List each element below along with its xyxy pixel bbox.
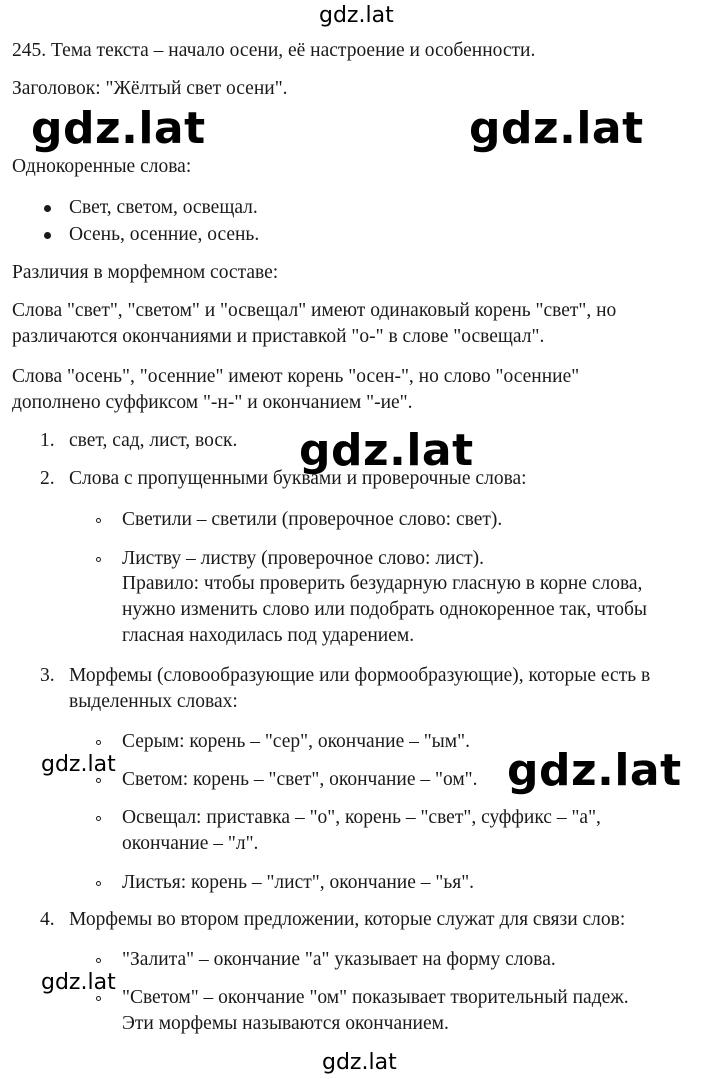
sub-bullet-circle — [96, 778, 101, 783]
list-number-2: 2. — [40, 468, 55, 489]
morphemic-p2-line1: Слова "осень", "осенние" имеют корень "осен-", но слово "осенние" — [12, 366, 580, 387]
task-line: 245. Тема текста – начало осени, её настроение и особенности. — [12, 40, 536, 61]
bullet-dot — [44, 205, 51, 212]
list-item-3-sub-3-line2: окончание – "л". — [122, 833, 259, 854]
list-item-3-sub-1: Серым: корень – "сер", окончание – "ым". — [122, 731, 470, 752]
watermark-left-low: gdz.lat — [41, 970, 116, 995]
list-item-2-sub-2-line1: Листву – листву (проверочное слово: лист). — [122, 548, 485, 569]
cognates-item-1: Свет, светом, освещал. — [69, 197, 258, 218]
watermark-bottom: gdz.lat — [322, 1050, 397, 1075]
list-item-3-sub-2: Светом: корень – "свет", окончание – "ом". — [122, 769, 478, 790]
list-item-4-sub-2-line2: Эти морфемы называются окончанием. — [122, 1013, 449, 1034]
list-item-4-sub-1: "Залита" – окончание "а" указывает на форму слова. — [122, 949, 556, 970]
watermark-big-right-mid: gdz.lat — [507, 745, 682, 796]
sub-bullet-circle — [96, 996, 101, 1001]
morphemic-p1-line1: Слова "свет", "светом" и "освещал" имеют одинаковый корень "свет", но — [12, 300, 617, 321]
bullet-dot — [44, 232, 51, 239]
sub-bullet-circle — [96, 557, 101, 562]
list-item-4-sub-2-line1: "Светом" – окончание "ом" показывает творительный падеж. — [122, 987, 629, 1008]
list-item-2-sub-2-line4: гласная находилась под ударением. — [122, 625, 415, 646]
cognates-heading: Однокоренные слова: — [12, 156, 192, 177]
list-item-4: Морфемы во втором предложении, которые служат для связи слов: — [69, 909, 626, 930]
list-item-3-line1: Морфемы (словообразующие или формообразующие), которые есть в — [69, 665, 651, 686]
watermark-big-center: gdz.lat — [299, 425, 474, 476]
sub-bullet-circle — [96, 881, 101, 886]
list-item-3-sub-4: Листья: корень – "лист", окончание – "ья". — [122, 872, 475, 893]
list-item-2-sub-2-line2: Правило: чтобы проверить безударную гласную в корне слова, — [122, 573, 643, 594]
list-item-3-sub-3-line1: Освещал: приставка – "о", корень – "свет", суффикс – "а", — [122, 807, 601, 828]
cognates-item-2: Осень, осенние, осень. — [69, 224, 260, 245]
sub-bullet-circle — [96, 740, 101, 745]
list-number-1: 1. — [40, 430, 55, 451]
list-number-3: 3. — [40, 665, 55, 686]
list-number-4: 4. — [40, 909, 55, 930]
list-item-2-sub-2-line3: нужно изменить слово или подобрать однокоренное так, чтобы — [122, 599, 648, 620]
watermark-big-right: gdz.lat — [469, 103, 644, 154]
list-item-2-sub-1: Светили – светили (проверочное слово: свет). — [122, 509, 503, 530]
list-item-2: Слова с пропущенными буквами и проверочные слова: — [69, 468, 527, 489]
sub-bullet-circle — [96, 958, 101, 963]
sub-bullet-circle — [96, 518, 101, 523]
morphemic-p1-line2: различаются окончаниями и приставкой "о-" в слове "освещал". — [12, 326, 545, 347]
title-line: Заголовок: "Жёлтый свет осени". — [12, 78, 288, 99]
watermark-big-left: gdz.lat — [31, 103, 206, 154]
morphemic-heading: Различия в морфемном составе: — [12, 262, 279, 283]
watermark-top: gdz.lat — [319, 3, 394, 28]
list-item-1: свет, сад, лист, воск. — [69, 430, 238, 451]
watermark-left-mid: gdz.lat — [41, 752, 116, 777]
list-item-3-line2: выделенных словах: — [69, 691, 238, 712]
sub-bullet-circle — [96, 816, 101, 821]
morphemic-p2-line2: дополнено суффиксом "-н-" и окончанием "-ие". — [12, 392, 413, 413]
